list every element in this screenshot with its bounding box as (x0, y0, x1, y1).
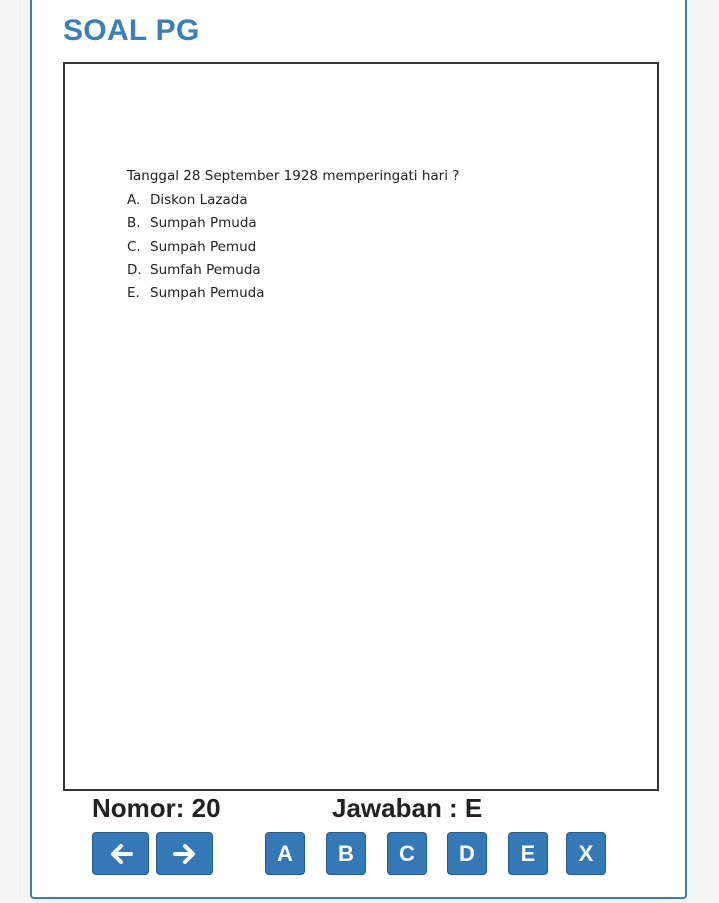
option-list (127, 192, 264, 308)
page-title: SOAL PG (63, 14, 200, 47)
option-text: Diskon Lazada (150, 192, 248, 208)
answer-button-x[interactable]: X (566, 832, 606, 875)
option-key: B. (127, 215, 141, 232)
option-key: C. (127, 238, 141, 255)
option-text: Sumpah Pmuda (150, 215, 257, 232)
answer-button-e[interactable]: E (508, 832, 548, 875)
answer-button-b[interactable]: B (326, 832, 366, 875)
option-a (127, 192, 264, 215)
option-b (127, 215, 264, 238)
option-text: Sumpah Pemud (150, 238, 257, 255)
option-text: Sumfah Pemuda (150, 261, 261, 278)
selected-answer: Jawaban : E (332, 793, 483, 823)
question-sheet (63, 62, 659, 791)
next-button[interactable] (156, 832, 213, 875)
option-key: E. (127, 285, 140, 302)
question-text: Tanggal 28 September 1928 memperingati hari ? (127, 168, 460, 184)
answer-button-a[interactable]: A (265, 832, 305, 875)
arrow-right-icon (173, 843, 197, 865)
option-key: A. (127, 192, 141, 208)
option-c (127, 239, 264, 262)
answer-button-c[interactable]: C (387, 832, 427, 875)
option-e (127, 285, 264, 308)
option-d (127, 262, 264, 285)
question-number: Nomor: 20 (92, 793, 221, 823)
option-key: D. (127, 261, 142, 278)
option-text: Sumpah Pemuda (150, 285, 265, 302)
prev-button[interactable] (92, 832, 149, 875)
quiz-card (30, 0, 687, 899)
answer-button-d[interactable]: D (447, 832, 487, 875)
arrow-left-icon (109, 843, 133, 865)
